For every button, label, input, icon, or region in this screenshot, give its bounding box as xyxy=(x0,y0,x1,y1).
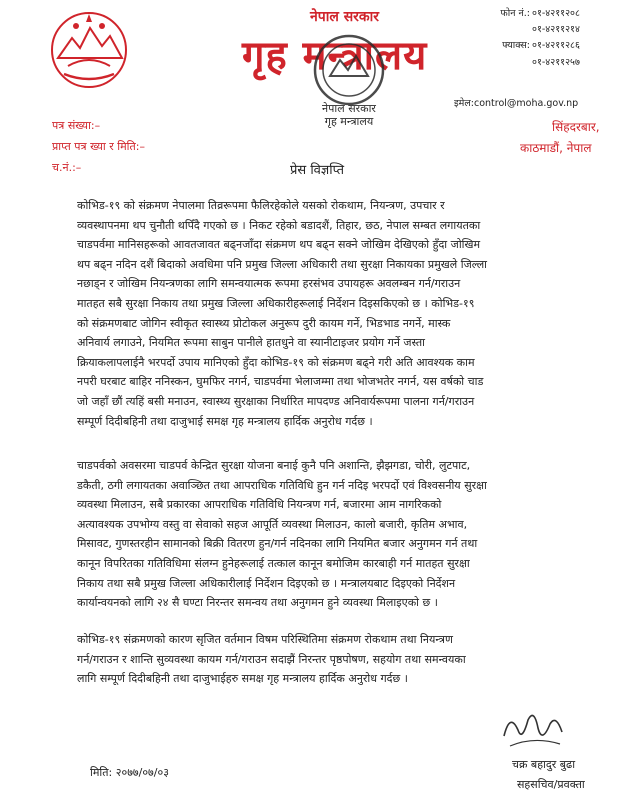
paragraph-line: व्यवस्था मिलाउन, सबै प्रकारका आपराधिक गतिविधि नियन्त्रण गर्न, बजारमा आम नागरिकको xyxy=(77,498,442,512)
contact-row xyxy=(478,55,580,71)
contact-label: फ्याक्स: xyxy=(502,40,530,52)
letter-number-field: पत्र संख्या:– xyxy=(52,119,101,132)
paragraph-line: जो जहाँ छौं त्यहिं बसी मनाउन, स्वास्थ्य सुरक्षाका निर्धारित मापदण्ड अनिवार्यरूपमा पालना गर्न/गराउन xyxy=(77,394,475,408)
paragraph-line: कोभिड-१९ संक्रमणको कारण सृजित वर्तमान विषम परिस्थितिमा संक्रमण रोकथाम तथा नियन्त्रण xyxy=(77,633,453,646)
contact-row xyxy=(478,38,580,54)
paragraph-line: व्यवस्थापनमा थप चुनौती थपिँदै गएको छ । निकट रहेको बडादशैं, तिहार, छठ, नेपाल सम्बत लगायतका xyxy=(77,218,481,232)
contact-label: फोन नं.: xyxy=(500,8,530,19)
government-name: नेपाल सरकार xyxy=(310,9,380,25)
paragraph-line: को संक्रमणबाट जोगिन स्वीकृत स्वास्थ्य प्रोटोकल अनुरूप दुरी कायम गर्ने, भिडभाड नगर्ने, मास्क xyxy=(77,316,451,330)
paragraph-line: अनिवार्य लगाउने, नियमित रूपमा साबुन पानीले हातधुने वा स्यानीटाइजर प्रयोग गर्ने जस्ता xyxy=(77,336,425,350)
contact-number: ०१-४२११२१४ xyxy=(532,24,580,36)
paragraph-line: सम्पूर्ण दिदीबहिनी तथा दाजुभाई समक्ष गृह मन्त्रालय हार्दिक अनुरोध गर्दछ । xyxy=(77,414,373,428)
document-date: मिति: २०७७/०७/०३ xyxy=(90,766,169,779)
paragraph-3 xyxy=(77,630,571,689)
contact-number: ०१-४२११२०८ xyxy=(532,8,580,19)
paragraph-line: कोभिड-१९ को संक्रमण नेपालमा तिव्ररूपमा फैलिरहेकोले यसको रोकथाम, नियन्त्रण, उपचार र xyxy=(77,199,445,212)
email-address: इमेल:control@moha.gov.np xyxy=(454,98,579,109)
signatory-name: चक्र बहादुर बुढा xyxy=(512,758,576,771)
signatory-designation: सहसचिव/प्रवक्ता xyxy=(517,778,585,791)
contact-label xyxy=(478,55,532,71)
paragraph-line: डकैती, ठगी लगायतका अवाञ्छित तथा आपराधिक गतिविधि हुन गर्न नदिइ भरपर्दो एवं विश्वसनीय सुरक्षा xyxy=(77,478,487,492)
dispatch-number-field: च.नं.:– xyxy=(52,161,82,174)
handwritten-signature xyxy=(500,706,568,754)
paragraph-line: चाडपर्वमा मानिसहरूको आवतजावत बढ्नजाँदा संक्रमण थप बढ्न सक्ने जोखिम देखिएको हुँदा जोखिम xyxy=(77,238,481,252)
paragraph-2 xyxy=(77,456,571,613)
contact-row xyxy=(478,6,580,22)
received-date-field: प्राप्त पत्र ख्या र मिति:– xyxy=(52,140,145,153)
contact-number: ०१-४२११२८६ xyxy=(532,40,580,52)
paragraph-1 xyxy=(77,196,571,431)
paragraph-line: नछाड्न र जोखिम नियन्त्रणका लागि समन्वयात्मक रूपमा हरसंभव उपायहरू अवलम्बन गर्न/गराउन xyxy=(77,277,461,291)
paragraph-line: निकाय तथा सबै प्रमुख जिल्ला अधिकारीलाई निर्देशन दिइएको छ । मन्त्रालयबाट दिइएको निर्देशन xyxy=(77,576,456,590)
stamp-line-1: नेपाल सरकार xyxy=(322,102,376,115)
address-line-1: सिंहदरबार, xyxy=(552,120,600,134)
paragraph-line: थप बढ्न नदिन दशैं बिदाको अवधिमा पनि प्रमुख जिल्ला अधिकारी तथा सुरक्षा निकायका प्रमुखले जिल्ला xyxy=(77,257,488,271)
paragraph-line: क्रियाकलापलाईनै भरपर्दो उपाय मानिएको हुँदा कोभिड-१९ को संक्रमण बढ्ने गरी अति आवश्यक काम xyxy=(77,355,475,369)
ministry-seal-stamp xyxy=(300,30,398,128)
paragraph-line: लागि सम्पूर्ण दिदीबहिनी तथा दाजुभाईहरु समक्ष गृह मन्त्रालय हार्दिक अनुरोध गर्दछ । xyxy=(77,672,408,686)
paragraph-line: चाडपर्वको अवसरमा चाडपर्व केन्द्रित सुरक्षा योजना बनाई कुनै पनि अशान्ति, झैझगडा, चोरी, लुटपाट, xyxy=(77,459,471,472)
paragraph-line: कानून विपरितका गतिविधिमा संलग्न हुनेहरूलाई तत्काल कानून बमोजिम कारबाही गर्न मातहत सुरक्षा xyxy=(77,556,470,570)
document-title: प्रेस विज्ञप्ति xyxy=(290,163,345,178)
paragraph-line: मातहत सबै सुरक्षा निकाय तथा प्रमुख जिल्ला अधिकारीहरूलाई निर्देशन दिइसकिएको छ । कोभिड-१९ xyxy=(77,296,475,310)
paragraph-line: कार्यान्वयनको लागि २४ सै घण्टा निरन्तर समन्वय तथा अनुगमन हुने व्यवस्था मिलाइएको छ । xyxy=(77,596,438,610)
paragraph-line: गर्न/गराउन र शान्ति सुव्यवस्था कायम गर्न/गराउन सदाझैं निरन्तर पृष्ठपोषण, सहयोग तथा समन्वयका xyxy=(77,652,466,666)
contact-number: ०१-४२११२५७ xyxy=(532,56,580,68)
contact-block xyxy=(478,6,580,71)
paragraph-line: अत्यावश्यक उपभोग्य वस्तु वा सेवाको सहज आपूर्ति व्यवस्था मिलाउन, कालो बजारी, कृतिम अभाव, xyxy=(77,517,468,531)
nepal-emblem-icon xyxy=(46,10,132,90)
stamp-line-2: गृह मन्त्रालय xyxy=(324,115,374,128)
address-line-2: काठमाडौं, नेपाल xyxy=(520,141,592,155)
ministry-name: गृह मन्त्रालय xyxy=(242,33,428,79)
contact-row xyxy=(478,22,580,38)
contact-label xyxy=(478,22,532,38)
paragraph-line: नपरी घरबाट बाहिर ननिस्कन, घुमफिर नगर्न, चाडपर्वमा भेलाजम्मा तथा भोजभतेर नगर्न, यस वर्षको चाड xyxy=(77,375,484,389)
paragraph-line: मिसावट, गुणस्तरहीन सामानको बिक्री वितरण हुन/गर्न नदिनका लागि नियमित बजार अनुगमन गर्न तथा xyxy=(77,537,478,551)
